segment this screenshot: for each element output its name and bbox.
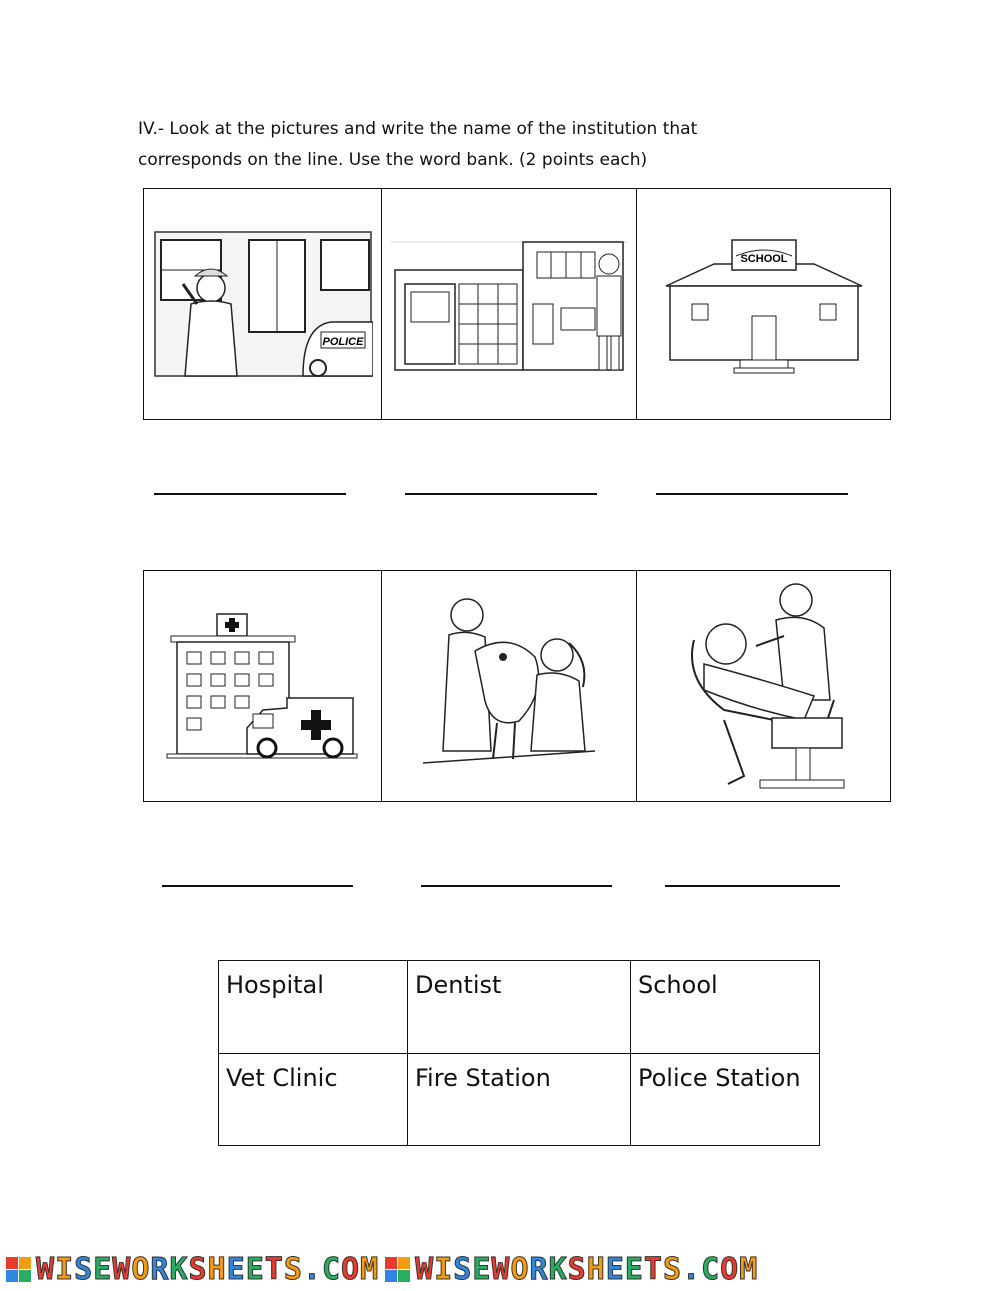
word-bank-cell: School (631, 961, 820, 1054)
police-car-label: POLICE (322, 336, 363, 348)
instructions (138, 114, 818, 176)
word-bank-cell: Vet Clinic (219, 1053, 408, 1146)
instructions-line-1: IV.- Look at the pictures and write the name of the institution that (138, 119, 698, 139)
answer-line-5[interactable] (421, 885, 612, 887)
word-bank-row (219, 1053, 820, 1146)
picture-cell-school (637, 189, 891, 420)
picture-cell-fire-station (382, 189, 637, 420)
picture-cell-vet-clinic (382, 571, 637, 802)
school-sign-label: SCHOOL (739, 253, 788, 265)
brand-logo-icon (6, 1257, 31, 1282)
police-station-illustration (153, 230, 373, 378)
vet-clinic-illustration (419, 591, 599, 781)
word-bank (218, 960, 820, 1146)
hospital-illustration (163, 612, 363, 760)
picture-grid-row-2 (143, 570, 891, 802)
word-bank-cell: Hospital (219, 961, 408, 1054)
picture-cell-police-station (144, 189, 382, 420)
answer-line-2[interactable] (405, 493, 597, 495)
brand-text: WISEWORKSHEETS.COM (415, 1251, 759, 1287)
brand-logo-icon (385, 1257, 410, 1282)
brand-text: WISEWORKSHEETS.COM (36, 1251, 380, 1287)
answer-line-6[interactable] (665, 885, 840, 887)
picture-cell-dentist (637, 571, 891, 802)
instructions-line-2: corresponds on the line. Use the word bank. (2 points each) (138, 150, 648, 170)
brand-2 (385, 1252, 758, 1287)
picture-cell-hospital (144, 571, 382, 802)
word-bank-cell: Police Station (631, 1053, 820, 1146)
dentist-illustration (664, 580, 864, 792)
word-bank-row (219, 961, 820, 1054)
word-bank-cell: Dentist (408, 961, 631, 1054)
answer-line-1[interactable] (154, 493, 346, 495)
answer-line-4[interactable] (162, 885, 353, 887)
word-bank-cell: Fire Station (408, 1053, 631, 1146)
answer-line-3[interactable] (656, 493, 848, 495)
brand-1 (6, 1252, 379, 1287)
picture-grid-row-1 (143, 188, 891, 420)
footer-watermark (0, 1252, 1000, 1286)
fire-station-illustration (391, 234, 627, 374)
school-illustration (646, 234, 882, 374)
